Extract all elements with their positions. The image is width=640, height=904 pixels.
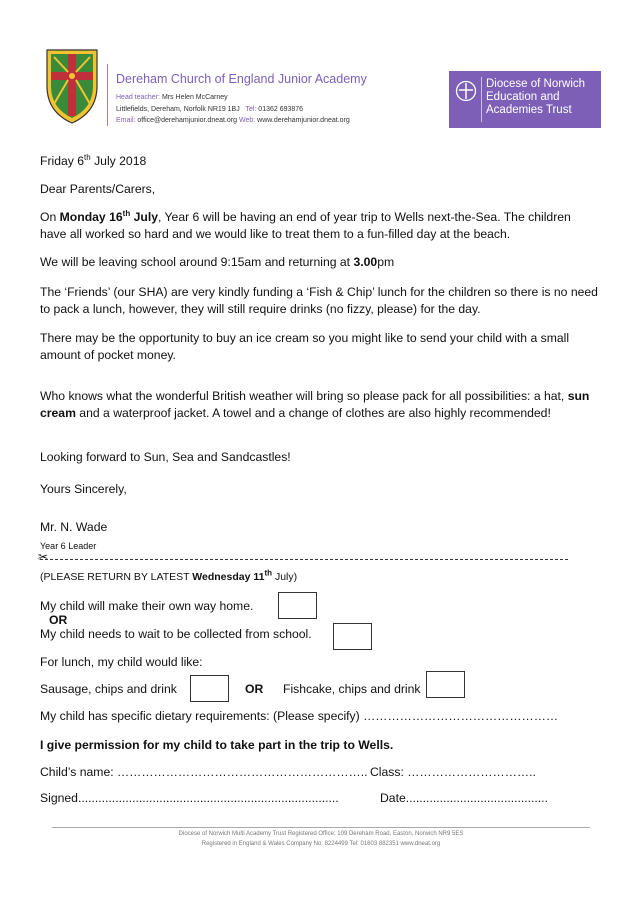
child-name-field[interactable]: Child’s name: ……………………………………………………..	[40, 765, 368, 779]
scissors-icon: ✂	[38, 550, 49, 564]
signoff: Yours Sincerely,	[40, 482, 127, 496]
footer-line-2: Registered in England & Wales Company No: 8224499 Tel: 01603 882351 www.dneat.org	[201, 841, 441, 847]
school-name: Dereham Church of England Junior Academy	[116, 72, 367, 86]
signer-name: Mr. N. Wade	[40, 520, 108, 534]
collected-checkbox[interactable]	[333, 623, 372, 650]
option-collected-label: My child needs to wait to be collected from school.	[40, 627, 312, 641]
lunch-prompt: For lunch, my child would like:	[40, 655, 203, 669]
diocese-line-1: Diocese of Norwich	[486, 78, 586, 90]
class-field[interactable]: Class: …………………………..	[370, 765, 536, 779]
diocese-line-3: Academies Trust	[486, 104, 572, 116]
or-label-1: OR	[49, 613, 68, 627]
headteacher-line: Head teacher: Mrs Helen McCarney	[116, 94, 228, 101]
paragraph-closing: Looking forward to Sun, Sea and Sandcastles!	[40, 450, 291, 464]
paragraph-money: There may be the opportunity to buy an ice cream so you might like to send your child with a small amount of pocket money.	[40, 331, 570, 362]
letter-date: Friday 6th July 2018	[40, 152, 147, 168]
paragraph-lunch: The ‘Friends’ (our SHA) are very kindly funding a ‘Fish & Chip’ lunch for the children so there is no need to pack a lunch, however, they will still require drinks (no fizzy, please) for the day.	[40, 285, 598, 316]
footer-line-1: Diocese of Norwich Multi Academy Trust Registered Office: 109 Dereham Road, Easton, Norwich NR9 5ES	[178, 831, 464, 837]
email-link[interactable]: office@derehamjunior.dneat.org	[137, 117, 238, 124]
diocese-logo	[449, 71, 601, 128]
return-deadline: (PLEASE RETURN BY LATEST Wednesday 11th July)	[40, 568, 298, 583]
permission-statement: I give permission for my child to take part in the trip to Wells.	[40, 738, 394, 752]
web-link[interactable]: www.derehamjunior.dneat.org	[257, 117, 350, 124]
diocese-line-2: Education and	[486, 91, 560, 103]
paragraph-trip: On Monday 16th July, Year 6 will be having an end of year trip to Wells next-the-Sea. The children have all worked so hard and we would like to treat them to a fun-filled day at the beach.	[40, 208, 571, 241]
cut-line	[40, 559, 568, 560]
footer-rule	[52, 827, 590, 828]
option-own-way-label: My child will make their own way home.	[40, 599, 254, 613]
sausage-checkbox[interactable]	[190, 675, 229, 702]
dietary-field[interactable]: My child has specific dietary requirements: (Please specify) …………………………………………	[40, 709, 559, 723]
school-crest-logo	[44, 46, 100, 126]
cross-icon	[455, 80, 477, 102]
signature-field[interactable]: Signed.............................................................................	[40, 791, 339, 805]
option-fishcake-label: Fishcake, chips and drink	[283, 682, 421, 696]
signer-role: Year 6 Leader	[40, 541, 97, 551]
paragraph-times: We will be leaving school around 9:15am and returning at 3.00pm	[40, 255, 395, 269]
contact-line: Email: office@derehamjunior.dneat.org Web: www.derehamjunior.dneat.org	[116, 117, 350, 124]
greeting: Dear Parents/Carers,	[40, 182, 156, 196]
or-label-2: OR	[245, 682, 264, 696]
date-field[interactable]: Date..........................................	[380, 791, 548, 805]
paragraph-weather: Who knows what the wonderful British weather will bring so please pack for all possibilities: a hat, sun cream and a waterproof jacket. A towel and a change of clothes are also highly recommended!	[40, 389, 590, 420]
option-sausage-label: Sausage, chips and drink	[40, 682, 177, 696]
header-divider	[107, 64, 108, 126]
fishcake-checkbox[interactable]	[426, 671, 465, 698]
address-line: Littlefields, Dereham, Norfolk NR19 1BJ Tel: 01362 693876	[116, 106, 304, 113]
